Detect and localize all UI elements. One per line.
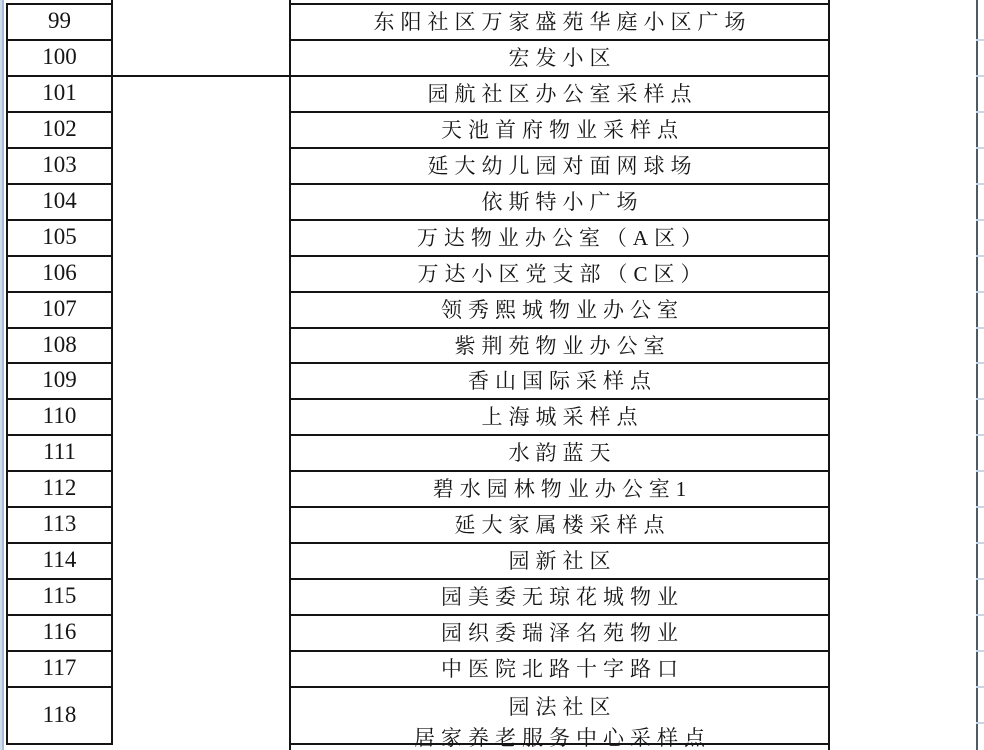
table-border-h (6, 743, 113, 745)
sheet-gridline-stub (976, 506, 984, 508)
row-number-cell[interactable]: 107 (42, 296, 77, 321)
row-number-cell[interactable]: 103 (42, 152, 77, 177)
row-number-cell[interactable]: 101 (42, 80, 77, 105)
sheet-gridline-stub (976, 542, 984, 544)
site-name-line: 居家养老服务中心采样点 (414, 726, 711, 749)
site-name-cell[interactable]: 宏发小区 (508, 46, 617, 70)
sheet-gridline-stub (976, 362, 984, 364)
site-name-cell[interactable]: 水韵蓝天 (508, 441, 617, 465)
site-name-cell[interactable]: 延大幼儿园对面网球场 (427, 154, 698, 178)
row-number-cell[interactable]: 105 (42, 224, 77, 249)
site-name-cell[interactable]: 万达物业办公室（A区） (416, 226, 709, 250)
table-border-h (111, 75, 291, 77)
sheet-gridline-stub (976, 255, 984, 257)
row-number-cell[interactable]: 115 (42, 583, 77, 608)
row-number-cell[interactable]: 118 (42, 701, 77, 727)
row-number-cell[interactable]: 106 (42, 260, 77, 285)
site-name-cell[interactable]: 上海城采样点 (481, 405, 644, 429)
sheet-gridline-stub (976, 722, 984, 724)
site-name-cell[interactable]: 延大家属楼采样点 (454, 513, 671, 537)
row-number-cell[interactable]: 100 (42, 44, 77, 69)
sheet-gridline-stub (976, 398, 984, 400)
sheet-gridline-stub (976, 39, 984, 41)
row-number-cell[interactable]: 112 (42, 475, 77, 500)
site-name-cell[interactable]: 领秀熙城物业办公室 (441, 298, 684, 322)
sheet-gridline-stub (976, 578, 984, 580)
sheet-left-gridline (2, 0, 4, 750)
row-number-cell[interactable]: 109 (42, 367, 77, 392)
sheet-gridline-stub (976, 75, 984, 77)
sheet-gridline-stub (976, 434, 984, 436)
site-name-cell[interactable]: 万达小区党支部（C区） (417, 262, 708, 286)
site-name-cell[interactable]: 园航社区办公室采样点 (427, 82, 698, 106)
site-name-cell[interactable]: 中医院北路十字路口 (441, 657, 684, 681)
site-name-cell[interactable]: 园新社区 (508, 549, 617, 573)
sheet-gridline-stub (976, 686, 984, 688)
site-name-cell[interactable]: 园美委无琼花城物业 (441, 585, 684, 609)
sheet-gridline-stub (976, 650, 984, 652)
sheet-gridline-stub (976, 291, 984, 293)
row-number-cell[interactable]: 113 (42, 511, 77, 536)
site-name-cell[interactable]: 依斯特小广场 (481, 190, 644, 214)
row-number-cell[interactable]: 110 (42, 403, 77, 428)
row-number-cell[interactable]: 111 (43, 439, 76, 464)
site-name-cell[interactable]: 香山国际采样点 (468, 369, 657, 393)
row-number-cell[interactable]: 114 (42, 547, 77, 572)
sheet-gridline-stub (976, 327, 984, 329)
site-name-cell[interactable]: 碧水园林物业办公室1 (432, 477, 693, 501)
row-number-cell[interactable]: 99 (48, 8, 71, 33)
site-name-cell[interactable] (291, 686, 828, 749)
row-number-cell[interactable]: 104 (42, 188, 77, 213)
sheet-gridline-stub (976, 470, 984, 472)
site-name-line: 园法社区 (508, 695, 617, 719)
sheet-gridline-stub (976, 111, 984, 113)
sheet-gridline-stub (976, 219, 984, 221)
site-name-cell[interactable]: 园织委瑞泽名苑物业 (441, 621, 684, 645)
site-name-cell[interactable]: 东阳社区万家盛苑华庭小区广场 (373, 10, 752, 34)
site-name-cell[interactable]: 紫荆苑物业办公室 (454, 333, 671, 358)
sheet-gridline-stub (976, 147, 984, 149)
sheet-gridline-stub (976, 183, 984, 185)
row-number-cell[interactable]: 117 (42, 655, 77, 680)
row-number-cell[interactable]: 108 (42, 331, 77, 357)
site-name-cell[interactable]: 天池首府物业采样点 (441, 118, 684, 142)
row-number-cell[interactable]: 116 (42, 619, 77, 644)
sheet-gridline-stub (976, 614, 984, 616)
row-number-cell[interactable]: 102 (42, 116, 77, 141)
